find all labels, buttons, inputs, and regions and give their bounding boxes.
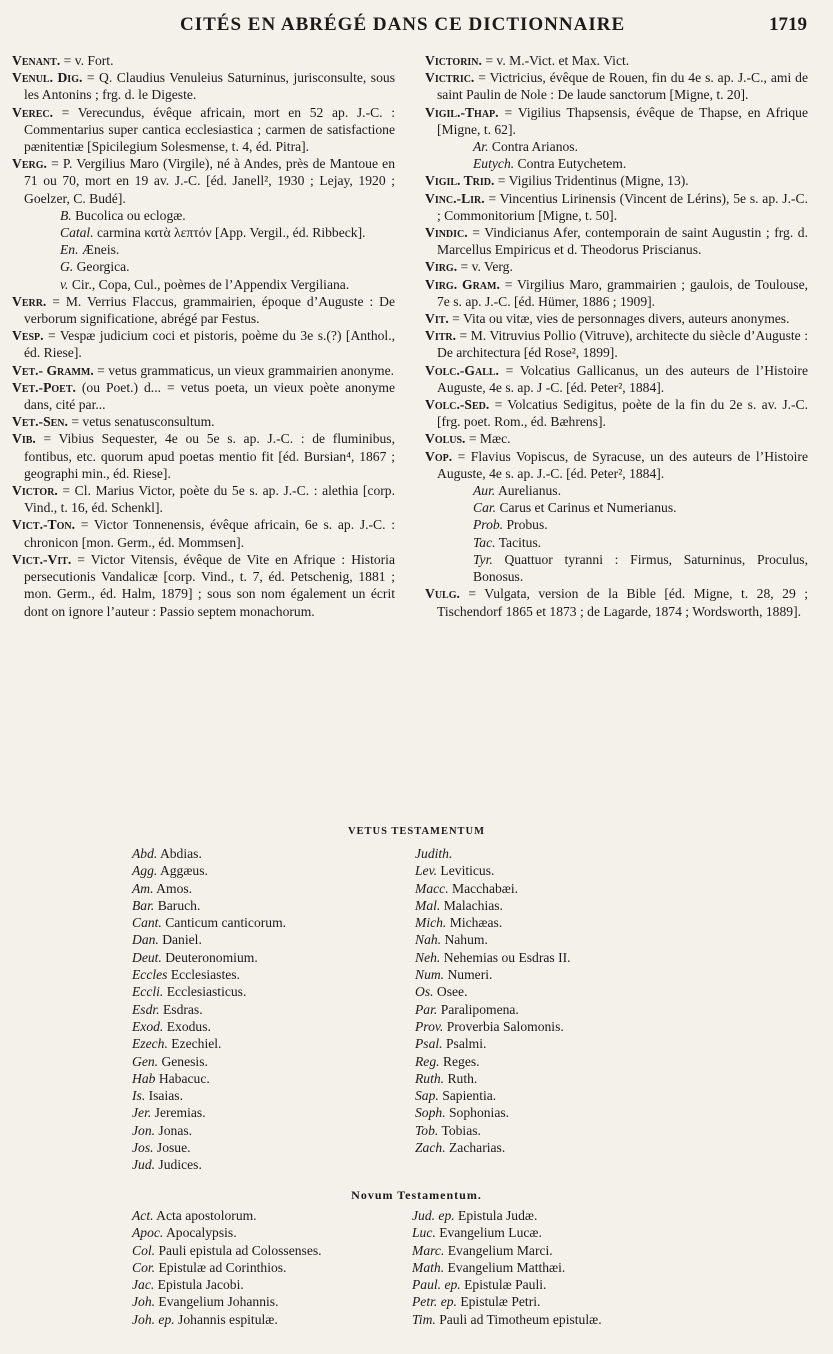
entry-abbreviation: Venant. bbox=[12, 53, 61, 68]
book-abbreviation-row bbox=[132, 914, 286, 931]
sub-entry-abbreviation: Ar. bbox=[473, 139, 489, 155]
book-abbreviation-row bbox=[415, 1018, 571, 1035]
book-name: Deuteronomium. bbox=[161, 949, 258, 965]
sub-entry-text: Quattuor tyranni : Firmus, Saturninus, Proculus, Bonosus. bbox=[473, 551, 808, 585]
dictionary-entry bbox=[425, 104, 808, 138]
entry-text: = Victor Vitensis, évêque de Vite en Afrique : Historia persecutionis Vandalicæ [corp. Vind., t. 7, éd. Petschenig, 1881 ; mon. Germ., éd. Halm, 1879] ; sous son nom également un écrit dont on ignore l’auteur : Passio septem monachorum. bbox=[24, 551, 395, 619]
book-abbreviation: Jac. bbox=[132, 1277, 155, 1293]
dictionary-entry bbox=[12, 379, 395, 413]
entry-text: = Vigilius Tridentinus (Migne, 13). bbox=[494, 173, 689, 189]
page-number: 1719 bbox=[769, 14, 807, 35]
entry-text: = Victricius, évêque de Rouen, fin du 4e s. ap. J.-C., ami de saint Paulin de Nole : De laude sanctorum [Migne, t. 20]. bbox=[437, 70, 808, 103]
left-column bbox=[12, 52, 395, 620]
sub-entry bbox=[425, 482, 808, 499]
book-name: Evangelium Johannis. bbox=[155, 1294, 279, 1310]
book-abbreviation: Is. bbox=[132, 1088, 146, 1104]
sub-entry bbox=[12, 258, 395, 275]
entry-abbreviation: Volc.-Gall. bbox=[425, 362, 499, 378]
sub-entry-abbreviation: Tyr. bbox=[473, 551, 493, 567]
entry-text: = v. Fort. bbox=[60, 53, 114, 68]
entry-abbreviation: Vesp. bbox=[12, 328, 44, 344]
book-abbreviation-row bbox=[415, 983, 571, 1000]
sub-entry-text: Æneis. bbox=[78, 242, 120, 258]
book-abbreviation-row bbox=[132, 983, 286, 1000]
entry-abbreviation: Vop. bbox=[425, 448, 453, 464]
entry-abbreviation: Victor. bbox=[12, 483, 58, 499]
book-abbreviation: Eccli. bbox=[132, 984, 164, 1000]
sub-entry bbox=[12, 207, 395, 224]
entry-text: = Volcatius Gallicanus, un des auteurs de l’Histoire Auguste, 4e s. ap. J -C. [éd. Peter², 1884]. bbox=[437, 362, 808, 395]
book-abbreviation: Agg. bbox=[132, 863, 158, 879]
book-name: Reges. bbox=[439, 1053, 480, 1069]
entry-abbreviation: Vict.-Ton. bbox=[12, 517, 75, 533]
sub-entry-abbreviation: Eutych. bbox=[473, 156, 515, 172]
dictionary-entry bbox=[425, 69, 808, 103]
sub-entry bbox=[425, 155, 808, 172]
book-name: Nahum. bbox=[441, 932, 488, 948]
book-abbreviation: Macc. bbox=[415, 880, 449, 896]
entry-text: = P. Vergilius Maro (Virgile), né à Andes, près de Mantoue en 71 ou 70, mort en 19 av. J.-C. [éd. Janell², 1930 ; Lejay, 1920 ; Goelzer, C. Budé]. bbox=[24, 156, 395, 206]
entry-abbreviation: Venul. Dig. bbox=[12, 70, 83, 86]
book-abbreviation: Sap. bbox=[415, 1088, 439, 1104]
sub-entry-abbreviation: G. bbox=[60, 259, 74, 275]
book-abbreviation: Neh. bbox=[415, 949, 441, 965]
book-abbreviation-row bbox=[132, 1018, 286, 1035]
book-abbreviation: Mich. bbox=[415, 915, 447, 931]
book-abbreviation: Jud. ep. bbox=[412, 1208, 455, 1223]
book-abbreviation-row bbox=[132, 1293, 322, 1310]
book-abbreviation: Act. bbox=[132, 1208, 154, 1223]
book-abbreviation: Lev. bbox=[415, 863, 438, 879]
book-abbreviation: Col. bbox=[132, 1242, 156, 1258]
book-abbreviation-row bbox=[415, 845, 571, 862]
book-abbreviation: Reg. bbox=[415, 1053, 440, 1069]
book-name: Josue. bbox=[153, 1140, 191, 1156]
book-abbreviation-row bbox=[412, 1224, 602, 1241]
dictionary-entry bbox=[425, 258, 808, 275]
book-abbreviation-row bbox=[132, 1001, 286, 1018]
book-name: Daniel. bbox=[158, 932, 202, 948]
book-name: Ruth. bbox=[444, 1070, 478, 1086]
book-abbreviation: Exod. bbox=[132, 1018, 164, 1034]
book-name: Psalmi. bbox=[442, 1036, 487, 1052]
entry-abbreviation: Volus. bbox=[425, 431, 466, 447]
dictionary-entry bbox=[12, 69, 395, 103]
book-abbreviation: Abd. bbox=[132, 846, 158, 861]
book-abbreviation-row bbox=[412, 1242, 602, 1259]
book-name: Nehemias ou Esdras II. bbox=[440, 949, 571, 965]
dictionary-entry bbox=[425, 172, 808, 189]
book-abbreviation-row bbox=[415, 931, 571, 948]
book-abbreviation: Am. bbox=[132, 880, 154, 896]
book-name: Isaias. bbox=[145, 1088, 183, 1104]
vetus-list-left bbox=[132, 845, 286, 1174]
book-abbreviation: Par. bbox=[415, 1001, 438, 1017]
book-name: Acta apostolorum. bbox=[153, 1208, 257, 1223]
book-abbreviation: Gen. bbox=[132, 1053, 159, 1069]
book-abbreviation-row bbox=[132, 1276, 322, 1293]
sub-entry bbox=[425, 138, 808, 155]
book-name: Evangelium Lucæ. bbox=[435, 1225, 542, 1241]
book-abbreviation-row bbox=[132, 1104, 286, 1121]
entry-abbreviation: Vet.-Sen. bbox=[12, 414, 68, 430]
book-abbreviation: Esdr. bbox=[132, 1001, 160, 1017]
sub-entry-abbreviation: Car. bbox=[473, 500, 497, 516]
dictionary-entry bbox=[425, 52, 808, 69]
book-name: Epistula Judæ. bbox=[454, 1208, 538, 1223]
book-name: Amos. bbox=[153, 880, 193, 896]
dictionary-entry bbox=[425, 310, 808, 327]
entry-text: = v. Verg. bbox=[457, 259, 513, 275]
book-abbreviation: Joh. ep. bbox=[132, 1311, 175, 1327]
entry-abbreviation: Vigil. Trid. bbox=[425, 173, 495, 189]
book-name: Habacuc. bbox=[155, 1070, 210, 1086]
book-name: Johannis espitulæ. bbox=[174, 1311, 278, 1327]
book-abbreviation: Luc. bbox=[412, 1225, 436, 1241]
book-abbreviation-row bbox=[412, 1259, 602, 1276]
sub-entry bbox=[12, 276, 395, 293]
sub-entry-abbreviation: Catal. bbox=[60, 225, 94, 241]
book-abbreviation-row bbox=[415, 1139, 571, 1156]
entry-text: = Victor Tonnenensis, évêque africain, 6e s. ap. J.-C. : chronicon [mon. Germ., éd. Mommsen]. bbox=[24, 517, 395, 550]
sub-entry bbox=[12, 224, 395, 241]
book-abbreviation: Judith. bbox=[415, 846, 453, 861]
sub-entry bbox=[425, 551, 808, 585]
book-abbreviation-row bbox=[415, 897, 571, 914]
entry-abbreviation: Verec. bbox=[12, 104, 53, 120]
book-name: Judices. bbox=[155, 1157, 202, 1173]
book-abbreviation: Soph. bbox=[415, 1105, 446, 1121]
book-abbreviation-row bbox=[132, 880, 286, 897]
sub-entry bbox=[425, 516, 808, 533]
sub-entry-text: Contra Eutychetem. bbox=[514, 156, 627, 172]
book-name: Genesis. bbox=[158, 1053, 208, 1069]
book-name: Evangelium Matthæi. bbox=[444, 1259, 566, 1275]
book-name: Esdras. bbox=[159, 1001, 203, 1017]
entry-abbreviation: Victorin. bbox=[425, 53, 482, 68]
book-abbreviation-row bbox=[415, 1001, 571, 1018]
entry-text: = Verecundus, évêque africain, mort en 52 ap. J.-C. : Commentarius super cantica ecclesiastica ; carmen de satisfactione pænitentiæ [Spicilegium Solesmense, t. 4, éd. Pitra]. bbox=[24, 104, 395, 155]
book-abbreviation-row bbox=[412, 1276, 602, 1293]
dictionary-entry bbox=[12, 430, 395, 482]
book-abbreviation-row bbox=[415, 966, 571, 983]
sub-entry-abbreviation: Aur. bbox=[473, 483, 496, 499]
book-abbreviation: Apoc. bbox=[132, 1225, 164, 1241]
book-abbreviation: Petr. ep. bbox=[412, 1294, 457, 1310]
book-abbreviation-row bbox=[132, 931, 286, 948]
book-abbreviation: Prov. bbox=[415, 1018, 444, 1034]
book-abbreviation-row bbox=[132, 1087, 286, 1104]
book-abbreviation: Eccles bbox=[132, 967, 168, 983]
entry-abbreviation: Virg. Gram. bbox=[425, 276, 500, 292]
book-abbreviation-row bbox=[415, 914, 571, 931]
entry-abbreviation: Verr. bbox=[12, 293, 47, 309]
book-abbreviation-row bbox=[415, 1122, 571, 1139]
book-name: Abdias. bbox=[157, 846, 202, 861]
book-abbreviation: Dan. bbox=[132, 932, 159, 948]
book-name: Jeremias. bbox=[151, 1105, 206, 1121]
dictionary-entry bbox=[425, 448, 808, 482]
book-name: Paralipomena. bbox=[437, 1001, 519, 1017]
book-abbreviation-row bbox=[132, 845, 286, 862]
dictionary-entry bbox=[12, 482, 395, 516]
book-abbreviation: Zach. bbox=[415, 1140, 446, 1156]
book-abbreviation-row bbox=[132, 966, 286, 983]
book-name: Aggæus. bbox=[157, 863, 208, 879]
book-name: Pauli ad Timotheum epistulæ. bbox=[435, 1311, 602, 1327]
entry-abbreviation: Vet.-Poet. bbox=[12, 379, 76, 395]
entry-text: = Vespæ judicium coci et pistoris, poème du 3e s.(?) [Anthol., éd. Riese]. bbox=[24, 328, 395, 361]
entry-abbreviation: Verg. bbox=[12, 156, 47, 172]
book-abbreviation-row bbox=[415, 1087, 571, 1104]
book-abbreviation: Marc. bbox=[412, 1242, 445, 1258]
entry-text: = Virgilius Maro, grammairien ; gaulois, de Toulouse, 7e s. ap. J.-C. [éd. Hümer, 1886 ; 1909]. bbox=[437, 276, 809, 309]
book-abbreviation-row bbox=[132, 1070, 286, 1087]
book-abbreviation: Os. bbox=[415, 984, 434, 1000]
novum-testamentum-title: Novum Testamentum. bbox=[351, 1188, 482, 1202]
entry-text: = Volcatius Sedigitus, poète de la fin du 2e s. av. J.-C. [frg. poet. Rom., éd. Bæhrens]. bbox=[437, 397, 808, 430]
book-abbreviation: Cor. bbox=[132, 1259, 156, 1275]
sub-entry bbox=[12, 241, 395, 258]
book-abbreviation: Nah. bbox=[415, 932, 442, 948]
entry-abbreviation: Vit. bbox=[425, 311, 449, 327]
entry-text: = vetus grammaticus, un vieux grammairien anonyme. bbox=[93, 362, 395, 378]
book-abbreviation: Ruth. bbox=[415, 1070, 445, 1086]
running-title: CITÉS EN ABRÉGÉ DANS CE DICTIONNAIRE bbox=[180, 14, 626, 35]
book-abbreviation: Hab bbox=[132, 1070, 156, 1086]
book-abbreviation-row bbox=[415, 1070, 571, 1087]
entry-text: = Vigilius Thapsensis, évêque de Thapse, en Afrique [Migne, t. 62]. bbox=[437, 104, 808, 137]
book-abbreviation-row bbox=[415, 1035, 571, 1052]
book-name: Sapientia. bbox=[438, 1088, 497, 1104]
sub-entry-text: Contra Arianos. bbox=[488, 139, 578, 155]
dictionary-entry bbox=[12, 551, 395, 620]
dictionary-entry bbox=[425, 190, 808, 224]
book-abbreviation: Tim. bbox=[412, 1311, 436, 1327]
book-abbreviation-row bbox=[412, 1207, 602, 1224]
book-name: Tobias. bbox=[438, 1122, 481, 1138]
book-name: Proverbia Salomonis. bbox=[443, 1018, 564, 1034]
entry-abbreviation: Vitr. bbox=[425, 328, 456, 344]
sub-entry bbox=[425, 534, 808, 551]
book-name: Epistula Jacobi. bbox=[154, 1277, 244, 1293]
dictionary-entry bbox=[12, 413, 395, 430]
entry-abbreviation: Vict.-Vit. bbox=[12, 551, 72, 567]
book-name: Canticum canticorum. bbox=[161, 915, 287, 931]
entry-abbreviation: Vet.- Gramm. bbox=[12, 362, 94, 378]
book-abbreviation: Mal. bbox=[415, 897, 441, 913]
book-abbreviation-row bbox=[412, 1311, 602, 1328]
book-name: Ezechiel. bbox=[167, 1036, 222, 1052]
book-name: Michæas. bbox=[446, 915, 503, 931]
book-name: Osee. bbox=[433, 984, 468, 1000]
book-abbreviation-row bbox=[415, 949, 571, 966]
sub-entry-abbreviation: Tac. bbox=[473, 534, 496, 550]
dictionary-entry bbox=[425, 430, 808, 447]
book-abbreviation: Joh. bbox=[132, 1294, 156, 1310]
book-name: Malachias. bbox=[440, 897, 503, 913]
book-abbreviation-row bbox=[132, 1156, 286, 1173]
entry-abbreviation: Vindic. bbox=[425, 225, 468, 241]
dictionary-entry bbox=[12, 362, 395, 379]
book-abbreviation-row bbox=[412, 1293, 602, 1310]
book-abbreviation-row bbox=[415, 1053, 571, 1070]
right-column bbox=[425, 52, 808, 620]
sub-entry-text: Carus et Carinus et Numerianus. bbox=[496, 500, 677, 516]
book-abbreviation-row bbox=[415, 862, 571, 879]
book-abbreviation: Num. bbox=[415, 967, 445, 983]
sub-entry-text: Tacitus. bbox=[495, 534, 542, 550]
sub-entry-text: Bucolica ou eclogæ. bbox=[71, 207, 186, 223]
novum-list-left bbox=[132, 1207, 322, 1328]
sub-entry-abbreviation: B. bbox=[60, 207, 72, 223]
book-name: Pauli epistula ad Colossenses. bbox=[155, 1242, 322, 1258]
book-abbreviation-row bbox=[132, 1035, 286, 1052]
entry-text: = vetus senatusconsultum. bbox=[67, 414, 215, 430]
vetus-testamentum-title: VETUS TESTAMENTUM bbox=[347, 826, 486, 837]
entry-text: = v. M.-Vict. et Max. Vict. bbox=[481, 53, 630, 68]
book-abbreviation: Cant. bbox=[132, 915, 162, 931]
entry-text: = Vita ou vitæ, vies de personnages divers, auteurs anonymes. bbox=[448, 311, 790, 327]
dictionary-entry bbox=[12, 104, 395, 156]
book-abbreviation-row bbox=[132, 897, 286, 914]
dictionary-entry bbox=[425, 276, 808, 310]
book-abbreviation: Paul. ep. bbox=[412, 1277, 461, 1293]
book-abbreviation-row bbox=[132, 1259, 322, 1276]
book-abbreviation: Jon. bbox=[132, 1122, 156, 1138]
entry-abbreviation: Vulg. bbox=[425, 586, 460, 602]
dictionary-entry bbox=[425, 362, 808, 396]
entry-text: = Vibius Sequester, 4e ou 5e s. ap. J.-C. : de fluminibus, fontibus, etc. quorum apud poetas mentio fit [éd. Bursian⁴, 1867 ; geographi min., éd. Riese]. bbox=[24, 431, 395, 481]
entry-abbreviation: Volc.-Sed. bbox=[425, 397, 490, 413]
book-abbreviation: Jer. bbox=[132, 1105, 152, 1121]
entry-text: (ou Poet.) d... = vetus poeta, un vieux poète anonyme dans, cité par... bbox=[24, 379, 395, 413]
book-abbreviation-row bbox=[132, 1122, 286, 1139]
book-abbreviation-row bbox=[132, 1224, 322, 1241]
entry-text: = Mæc. bbox=[465, 431, 511, 447]
book-name: Baruch. bbox=[154, 897, 201, 913]
dictionary-entry bbox=[12, 293, 395, 327]
book-name: Zacharias. bbox=[445, 1140, 506, 1156]
book-name: Epistulæ Pauli. bbox=[460, 1277, 547, 1293]
entry-text: = M. Vitruvius Pollio (Vitruve), architecte du siècle d’Auguste : De architectura [éd Rose², 1899]. bbox=[437, 328, 808, 361]
book-name: Epistulæ Petri. bbox=[456, 1294, 541, 1310]
entry-abbreviation: Virg. bbox=[425, 259, 458, 275]
book-abbreviation-row bbox=[415, 880, 571, 897]
sub-entry-text: Aurelianus. bbox=[495, 483, 561, 499]
entry-abbreviation: Vigil.-Thap. bbox=[425, 104, 499, 120]
entry-text: = Cl. Marius Victor, poète du 5e s. ap. J.-C. : alethia [corp. Vind., t. 16, éd. Schenkl]. bbox=[24, 483, 395, 516]
entry-text: = Q. Claudius Venuleius Saturninus, jurisconsulte, sous les Antonins ; frg. d. le Digeste. bbox=[24, 70, 395, 103]
book-name: Macchabæi. bbox=[448, 880, 519, 896]
sub-entry-abbreviation: Prob. bbox=[473, 517, 504, 533]
book-abbreviation: Tob. bbox=[415, 1122, 439, 1138]
dictionary-entry bbox=[425, 327, 808, 361]
entry-abbreviation: Victric. bbox=[425, 70, 475, 86]
book-abbreviation-row bbox=[132, 862, 286, 879]
book-name: Exodus. bbox=[163, 1018, 211, 1034]
book-abbreviation-row bbox=[415, 1104, 571, 1121]
sub-entry-abbreviation: En. bbox=[60, 242, 79, 258]
sub-entry bbox=[425, 499, 808, 516]
dictionary-entry bbox=[425, 224, 808, 258]
sub-entry-text: Georgica. bbox=[73, 259, 130, 275]
page-header bbox=[0, 14, 833, 44]
entry-abbreviation: Vib. bbox=[12, 431, 36, 447]
book-name: Evangelium Marci. bbox=[444, 1242, 553, 1258]
entry-text: = Vulgata, version de la Bible [éd. Migne, t. 28, 29 ; Tischendorf 1865 et 1873 ; de Lagarde, 1874 ; Wordsworth, 1889]. bbox=[437, 586, 808, 619]
book-abbreviation: Deut. bbox=[132, 949, 162, 965]
entry-text: = Vincentius Lirinensis (Vincent de Lérins), 5e s. ap. J.-C. ; Commonitorium [Migne, t. 50]. bbox=[437, 190, 808, 223]
book-abbreviation-row bbox=[132, 1311, 322, 1328]
book-abbreviation-row bbox=[132, 1053, 286, 1070]
book-abbreviation: Psal. bbox=[415, 1036, 443, 1052]
book-name: Jonas. bbox=[155, 1122, 193, 1138]
sub-entry-text: carmina κατὰ λεπτόν [App. Vergil., éd. Ribbeck]. bbox=[93, 225, 366, 241]
entry-text: = M. Verrius Flaccus, grammairien, époque d’Auguste : De verborum significatione, abrégé par Festus. bbox=[24, 293, 395, 327]
book-abbreviation-row bbox=[132, 1207, 322, 1224]
book-name: Ecclesiasticus. bbox=[163, 984, 247, 1000]
dictionary-entry bbox=[12, 327, 395, 361]
book-name: Ecclesiastes. bbox=[167, 967, 240, 983]
book-abbreviation: Ezech. bbox=[132, 1036, 168, 1052]
sub-entry-text: Cir., Copa, Cul., poèmes de l’Appendix Vergiliana. bbox=[68, 276, 350, 292]
dictionary-entry bbox=[12, 155, 395, 207]
novum-list-right bbox=[412, 1207, 602, 1328]
book-abbreviation: Math. bbox=[412, 1259, 445, 1275]
book-name: Epistulæ ad Corinthios. bbox=[155, 1259, 287, 1275]
entry-text: = Vindicianus Afer, contemporain de saint Augustin ; frg. d. Marcellus Empiricus et d. Theodorus Priscianus. bbox=[437, 225, 808, 258]
book-abbreviation: Jud. bbox=[132, 1157, 156, 1173]
book-name: Leviticus. bbox=[437, 863, 495, 879]
book-abbreviation-row bbox=[132, 949, 286, 966]
dictionary-entry bbox=[12, 52, 395, 69]
entry-abbreviation: Vinc.-Lir. bbox=[425, 190, 485, 206]
dictionary-entry bbox=[425, 585, 808, 619]
book-abbreviation: Bar. bbox=[132, 897, 155, 913]
dictionary-entry bbox=[12, 516, 395, 550]
book-abbreviation-row bbox=[132, 1242, 322, 1259]
vetus-list-right bbox=[415, 845, 571, 1156]
entry-text: = Flavius Vopiscus, de Syracuse, un des auteurs de l’Histoire Auguste, 4e s. ap. J.-C. [éd. Peter², 1884]. bbox=[437, 448, 808, 481]
book-abbreviation: Jos. bbox=[132, 1140, 154, 1156]
book-name: Apocalypsis. bbox=[163, 1225, 237, 1241]
book-name: Numeri. bbox=[444, 967, 493, 983]
book-name: Sophonias. bbox=[445, 1105, 510, 1121]
sub-entry-abbreviation: v. bbox=[60, 276, 69, 292]
book-abbreviation-row bbox=[132, 1139, 286, 1156]
dictionary-entry bbox=[425, 396, 808, 430]
sub-entry-text: Probus. bbox=[503, 517, 548, 533]
